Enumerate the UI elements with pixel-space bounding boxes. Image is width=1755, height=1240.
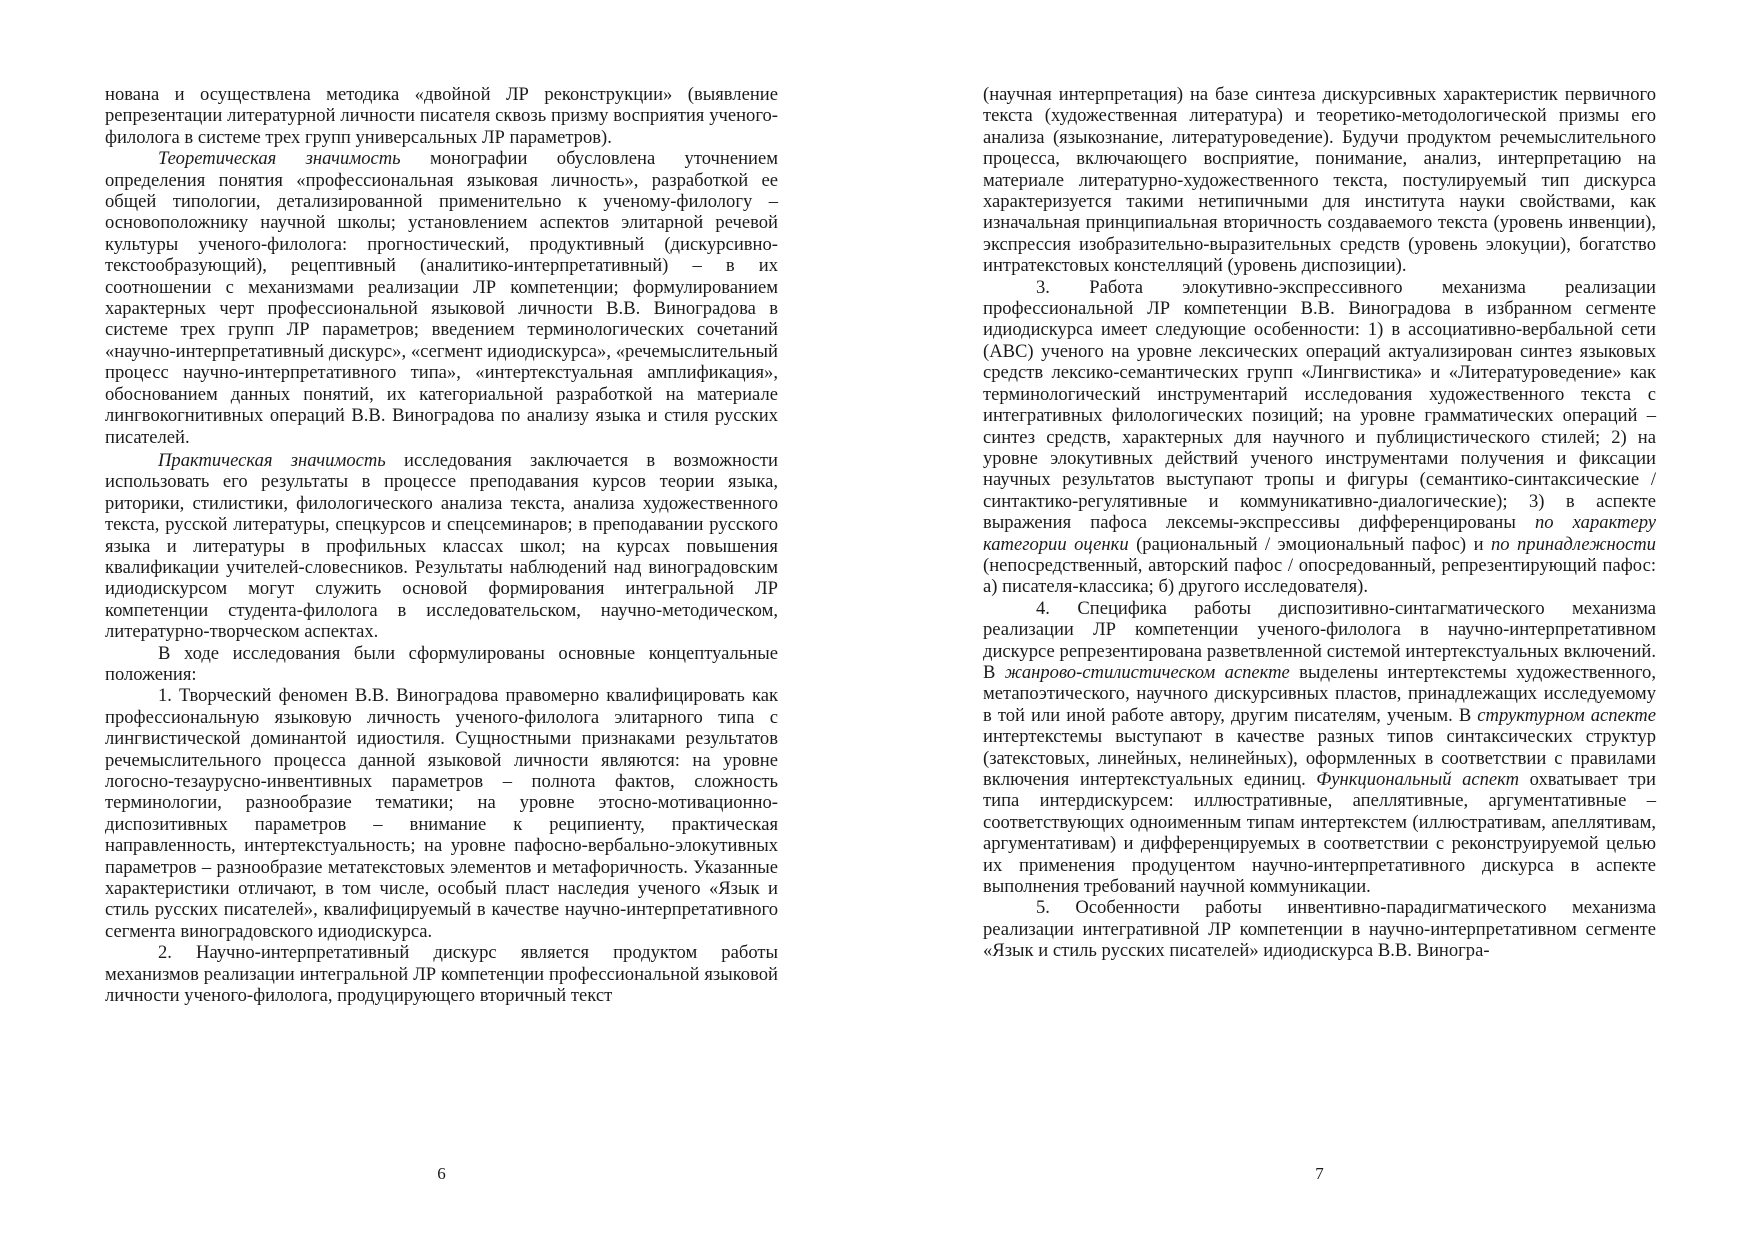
italic-term: жанрово-стилистическом аспекте [1004,661,1290,683]
paragraph [105,643,778,686]
text-run: (непосредственный, авторский пафос / опосредованный, репрезентирующий пафос: а) писателя-классика; б) другого исследователя). [983,554,1656,598]
page-number-left: 6 [437,1164,446,1183]
text-run: 1. Творческий феномен В.В. Виноградова правомерно квалифицировать как профессиональную языковую личность ученого-филолога элитарного типа с лингвистической доминантой идиостиля. Сущностными признаками результатов речемыслительного процесса данной языковой личности являются: на уровне логосно-тезаурусно-инвентивных параметров – полнота фактов, сложность терминологии, разнообразие тематики; на уровне этосно-мотивационно-диспозитивных параметров – внимание к реципиенту, практическая направленность, интертекстуальность; на уровне пафосно-вербально-элокутивных параметров – разнообразие метатекстовых элементов и метафоричность. Указанные характеристики отличают, в том числе, особый пласт наследия ученого «Язык и стиль русских писателей», квалифицируемый в качестве научно-интерпретативного сегмента виноградовского идиодискурса. [105,685,778,942]
paragraph [983,84,1656,277]
italic-term: по принадлежности [1490,533,1656,555]
text-run: (рациональный / эмоциональный пафос) и [1128,533,1491,555]
page-number-right: 7 [1315,1164,1324,1183]
paragraph [105,148,778,448]
right-page [983,84,1657,1183]
text-run: 2. Научно-интерпретативный дискурс является продуктом работы механизмов реализации интегральной ЛР компетенции профессиональной языковой личности ученого-филолога, продуцирующего вторичный текст [105,942,778,1007]
italic-term: Функциональный аспект [1316,769,1520,790]
italic-term: структурном аспекте [1477,704,1656,726]
text-run: 5. Особенности работы инвентивно-парадигматического механизма реализации интегративной ЛР компетенции в научно-интерпретативном сегменте «Язык и стиль русских писателей» идиодискурса В.В. Виногра- [983,897,1656,962]
paragraph [105,942,778,1006]
paragraph [983,598,1656,898]
paragraph [105,685,778,942]
text-run: исследования заключается в возможности использовать его результаты в процессе преподавания курсов теории языка, риторики, стилистики, филологического анализа текста, анализа художественного текста, русской литературы, спецкурсов и спецсеминаров; в преподавании русского языка и литературы в профильных классах школ; на курсах повышения квалификации учителей-словесников. Результаты наблюдений над виноградовским идиодискурсом могут служить основой формирования интегральной ЛР компетенции студента-филолога в исследовательском, научно-методическом, литературно-творческом аспектах. [105,449,778,643]
paragraph [983,897,1656,961]
left-page-text [105,84,778,1006]
text-run: выделены интертекстемы художественного, метапоэтического, научного дискурсивных пластов, принадлежащих исследуемому в той или иной работе автору, другим писателям, ученым. В [983,661,1656,726]
paragraph [105,450,778,643]
italic-term: по характеру категории оценки [983,512,1657,555]
italic-term: Теоретическая значимость [158,148,401,170]
paragraph [983,277,1656,598]
paragraph [105,84,778,148]
text-run: интертекстемы выступают в качестве разных типов синтаксических структур (затекстовых, линейных, нелинейных), оформленных в соответствии с правилами включения интертекстуальных единиц. [983,726,1656,790]
text-run: охватывает три типа интердискурсем: иллюстративные, апеллятивные, аргументативные – соответствующих одноименным типам интертекстем (иллюстративам, апеллятивам, аргументативам) и дифференцируемых в соответствии с реконструируемой целью их применения продуцентом научно-интерпретативного дискурса в аспекте выполнения требований научной коммуникации. [983,769,1656,898]
text-run: 3. Работа элокутивно-экспрессивного механизма реализации профессиональной ЛР компетенции В.В. Виноградова в избранном сегменте идиодискурса имеет следующие особенности: 1) в ассоциативно-вербальной сети (АВС) ученого на уровне лексических операций актуализирован синтез языковых средств лексико-семантических групп «Лингвистика» и «Литературоведение» как терминологический инструментарий исследования художественного текста с интегративных филологических позиций; на уровне грамматических операций – синтез средств, характерных для научного и публицистического стилей; 2) на уровне элокутивных действий ученого инструментами получения и фиксации научных результатов выступают тропы и фигуры (семантико-синтаксические / синтактико-регулятивные и коммуникативно-диалогические); 3) в аспекте выражения пафоса лексемы-экспрессивы дифференцированы [983,276,1656,534]
text-run: монографии обусловлена уточнением определения понятия «профессиональная языковая личность», разработкой ее общей типологии, детализированной применительно к ученому-филологу – основоположнику научной школы; установлением аспектов элитарной речевой культуры ученого-филолога: прогностический, продуктивный (дискурсивно-текстообразующий), рецептивный (аналитико-интерпретативный) – в их соотношении с механизмами реализации ЛР компетенции; формулированием характерных черт профессиональной языковой личности В.В. Виноградова в системе трех групп ЛР параметров; введением терминологических сочетаний «научно-интерпретативный дискурс», «сегмент идиодискурса», «речемыслительный процесс научно-интерпретативного типа», «интертекстуальная амплификация», обоснованием данных понятий, их категориальной разработкой на материале лингвокогнитивных операций В.В. Виноградова по анализу языка и стиля русских писателей. [105,148,778,448]
text-run: нована и осуществлена методика «двойной ЛР реконструкции» (выявление репрезентации литературной личности писателя сквозь призму восприятия ученого-филолога в системе трех групп универсальных ЛР параметров). [105,84,778,148]
left-page [105,84,778,1183]
text-run: В ходе исследования были сформулированы основные концептуальные положения: [105,642,778,685]
text-run: 4. Специфика работы диспозитивно-синтагматического механизма реализации ЛР компетенции ученого-филолога в научно-интерпретативном дискурсе репрезентирована разветвленной системой интертекстуальных включений. В [983,597,1656,683]
italic-term: Практическая значимость [158,449,386,471]
right-page-text [983,84,1656,962]
text-run: (научная интерпретация) на базе синтеза дискурсивных характеристик первичного текста (художественная литература) и теоретико-методологической призмы его анализа (языкознание, литературоведение). Будучи продуктом речемыслительного процесса, включающего восприятие, понимание, анализ, интерпретацию на материале литературно-художественного текста, постулируемый тип дискурса характеризуется такими нетипичными для института науки свойствами, как изначальная принципиальная вторичность создаваемого текста (уровень инвенции), экспрессия изобразительно-выразительных средств (уровень элокуции), богатство интратекстовых констелляций (уровень диспозиции). [983,84,1656,277]
